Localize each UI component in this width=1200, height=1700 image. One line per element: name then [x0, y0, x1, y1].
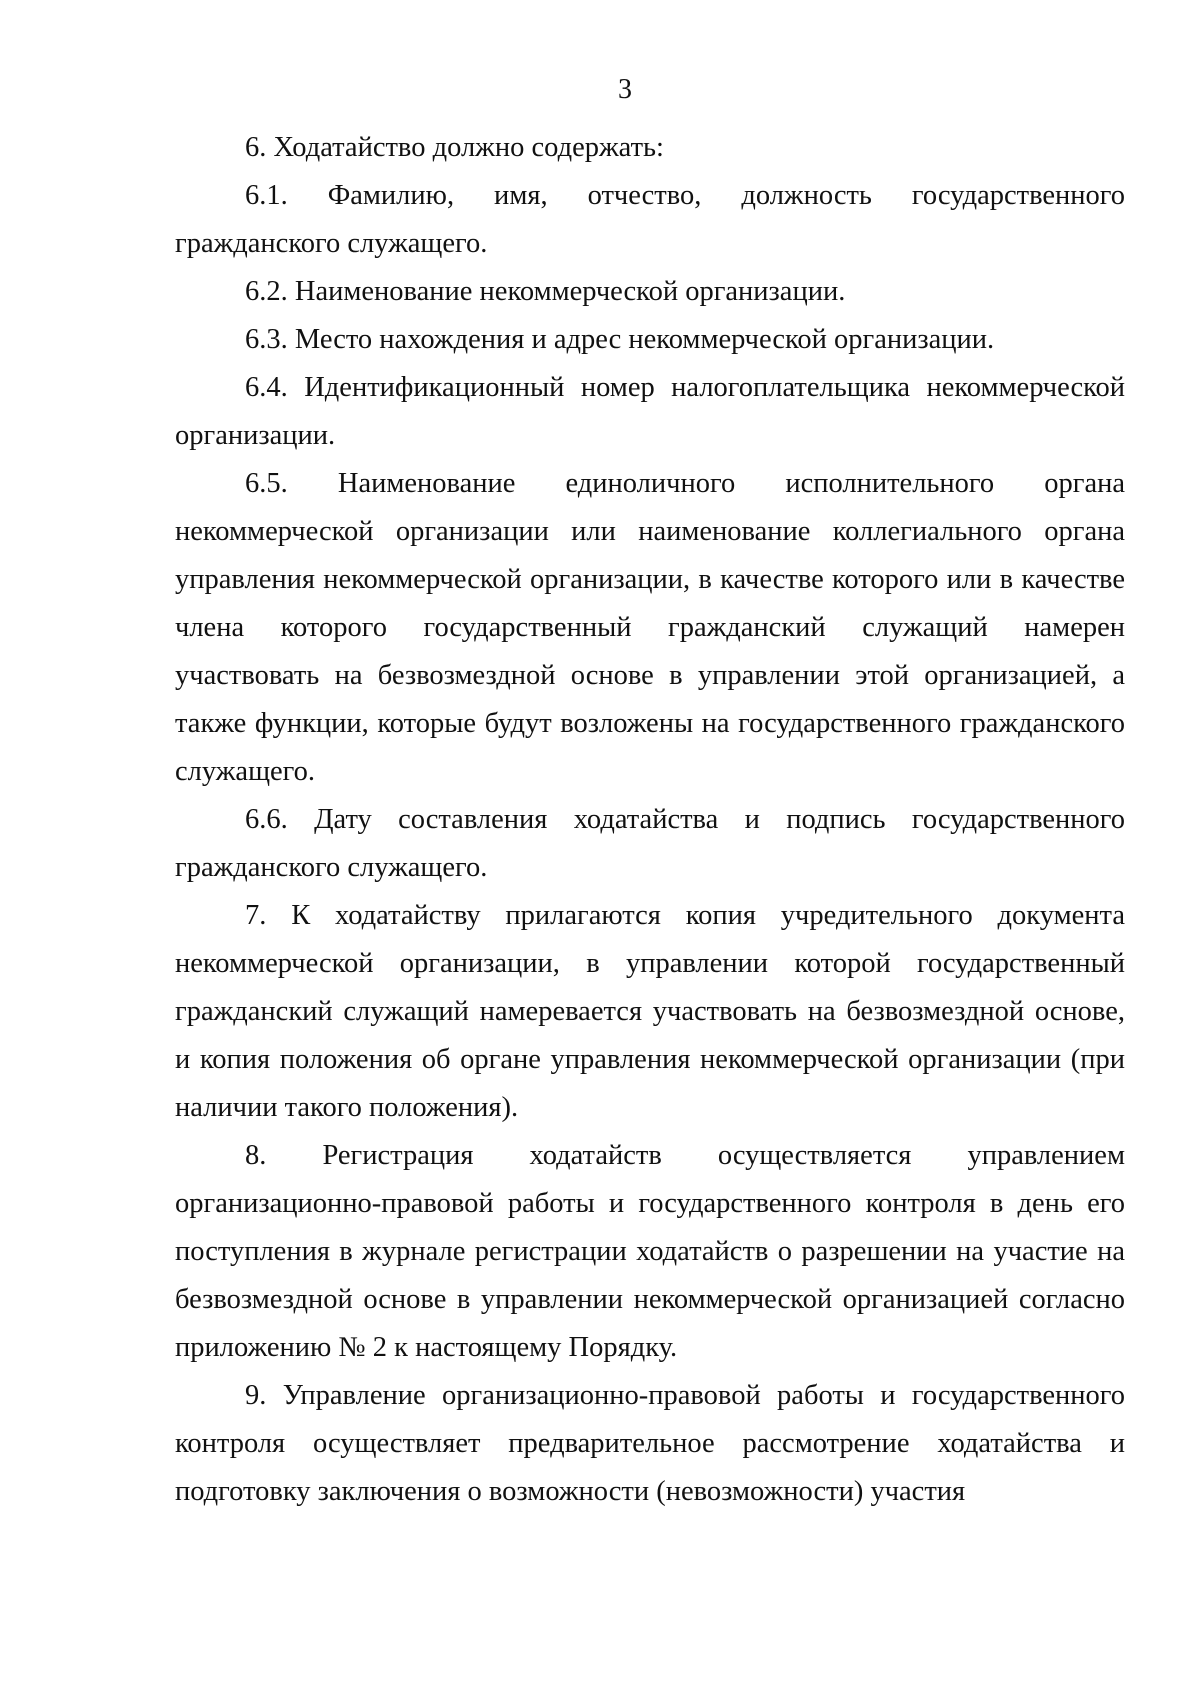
paragraph-7: 7. К ходатайству прилагаются копия учредительного документа некоммерческой организации, в управлении которой государственный гражданский служащий намеревается участвовать на безвозмездной основе, и копия положения об органе управления некоммерческой организации (при наличии такого положения). — [175, 900, 1125, 1123]
paragraph-6-1: 6.1. Фамилию, имя, отчество, должность государственного гражданского служащего. — [175, 180, 1125, 259]
paragraph-6: 6. Ходатайство должно содержать: — [245, 132, 664, 163]
paragraph-9: 9. Управление организационно-правовой работы и государственного контроля осуществляет предварительное рассмотрение ходатайства и подготовку заключения о возможности (невозможности) участия — [175, 1380, 1125, 1507]
paragraph-6-2: 6.2. Наименование некоммерческой организации. — [245, 276, 846, 307]
paragraph-6-6: 6.6. Дату составления ходатайства и подпись государственного гражданского служащего. — [175, 804, 1125, 883]
document-body — [175, 124, 1125, 1516]
paragraph-8: 8. Регистрация ходатайств осуществляется управлением организационно-правовой работы и государственного контроля в день его поступления в журнале регистрации ходатайств о разрешении на участие на безвозмездной основе в управлении некоммерческой организацией согласно приложению № 2 к настоящему Порядку. — [175, 1140, 1125, 1363]
paragraph-6-4: 6.4. Идентификационный номер налогоплательщика некоммерческой организации. — [175, 372, 1125, 451]
page-number: 3 — [618, 74, 632, 105]
paragraph-6-3: 6.3. Место нахождения и адрес некоммерческой организации. — [245, 324, 995, 355]
paragraph-6-5: 6.5. Наименование единоличного исполнительного органа некоммерческой организации или наименование коллегиального органа управления некоммерческой организации, в качестве которого или в качестве члена которого государственный гражданский служащий намерен участвовать на безвозмездной основе в управлении этой организацией, а также функции, которые будут возложены на государственного гражданского служащего. — [175, 468, 1125, 787]
